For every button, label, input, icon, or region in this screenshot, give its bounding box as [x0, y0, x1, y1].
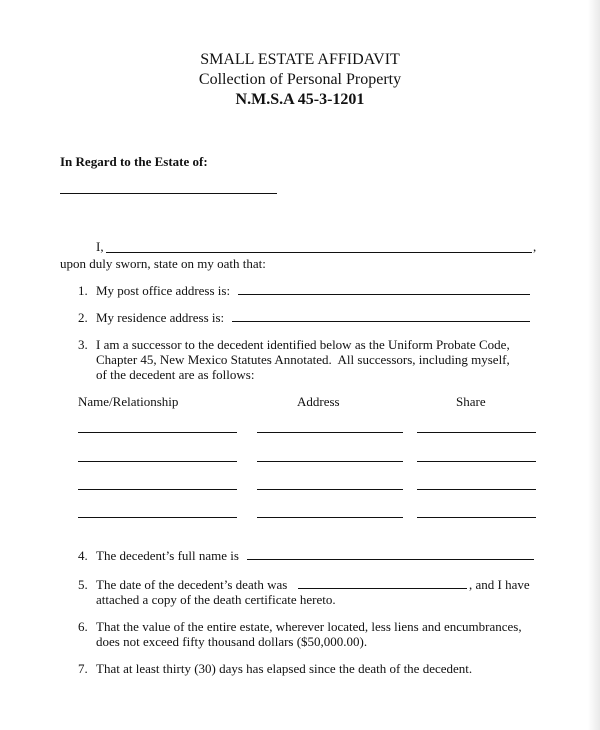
page-edge-shadow	[588, 0, 600, 730]
successor-share-field[interactable]	[417, 432, 536, 433]
decedent-full-name-field[interactable]	[247, 559, 534, 560]
column-header-address: Address	[297, 394, 340, 409]
estate-of-label: In Regard to the Estate of:	[60, 154, 208, 169]
document-subtitle: Collection of Personal Property	[198, 71, 402, 88]
post-office-address-field[interactable]	[238, 294, 530, 295]
item-6-line-1: That the value of the entire estate, wherever located, less liens and encumbrances,	[96, 619, 522, 634]
successor-name-field[interactable]	[78, 489, 237, 490]
document-title: SMALL ESTATE AFFIDAVIT	[200, 51, 400, 68]
item-2-number: 2.	[78, 310, 88, 325]
successor-address-field[interactable]	[257, 432, 403, 433]
affiant-name-field[interactable]	[106, 252, 532, 253]
item-3-number: 3.	[78, 337, 88, 352]
successor-share-field[interactable]	[417, 489, 536, 490]
item-5-line-1: The date of the decedent’s death was	[96, 577, 288, 592]
successor-share-field[interactable]	[417, 517, 536, 518]
successor-address-field[interactable]	[257, 461, 403, 462]
estate-name-field[interactable]	[60, 193, 277, 194]
item-6-line-2: does not exceed fifty thousand dollars ($50,000.00).	[96, 634, 368, 649]
item-4-text: The decedent’s full name is	[96, 548, 239, 563]
item-3-line-3: of the decedent are as follows:	[96, 367, 255, 382]
item-3-line-2: Chapter 45, New Mexico Statutes Annotated. All successors, including myself,	[96, 352, 510, 367]
oath-i-prefix: I,	[96, 239, 104, 254]
item-5-number: 5.	[78, 577, 88, 592]
item-5-line-1-end: , and I have	[469, 577, 530, 592]
date-of-death-field[interactable]	[298, 588, 467, 589]
successor-name-field[interactable]	[78, 432, 237, 433]
item-7-text: That at least thirty (30) days has elapsed since the death of the decedent.	[96, 661, 473, 676]
oath-comma: ,	[533, 239, 537, 254]
item-2-text: My residence address is:	[96, 310, 225, 325]
successor-name-field[interactable]	[78, 461, 237, 462]
item-7-number: 7.	[78, 661, 88, 676]
successor-name-field[interactable]	[78, 517, 237, 518]
column-header-name-relationship: Name/Relationship	[78, 394, 179, 409]
item-6-number: 6.	[78, 619, 88, 634]
successor-share-field[interactable]	[417, 461, 536, 462]
item-4-number: 4.	[78, 548, 88, 563]
column-header-share: Share	[456, 394, 486, 409]
item-1-number: 1.	[78, 283, 88, 298]
successor-address-field[interactable]	[257, 489, 403, 490]
residence-address-field[interactable]	[232, 321, 530, 322]
oath-statement: upon duly sworn, state on my oath that:	[60, 256, 266, 271]
item-3-line-1: I am a successor to the decedent identified below as the Uniform Probate Code,	[96, 337, 510, 352]
item-1-text: My post office address is:	[96, 283, 231, 298]
successor-address-field[interactable]	[257, 517, 403, 518]
item-5-line-2: attached a copy of the death certificate hereto.	[96, 592, 336, 607]
statute-reference: N.M.S.A 45-3-1201	[235, 91, 365, 108]
